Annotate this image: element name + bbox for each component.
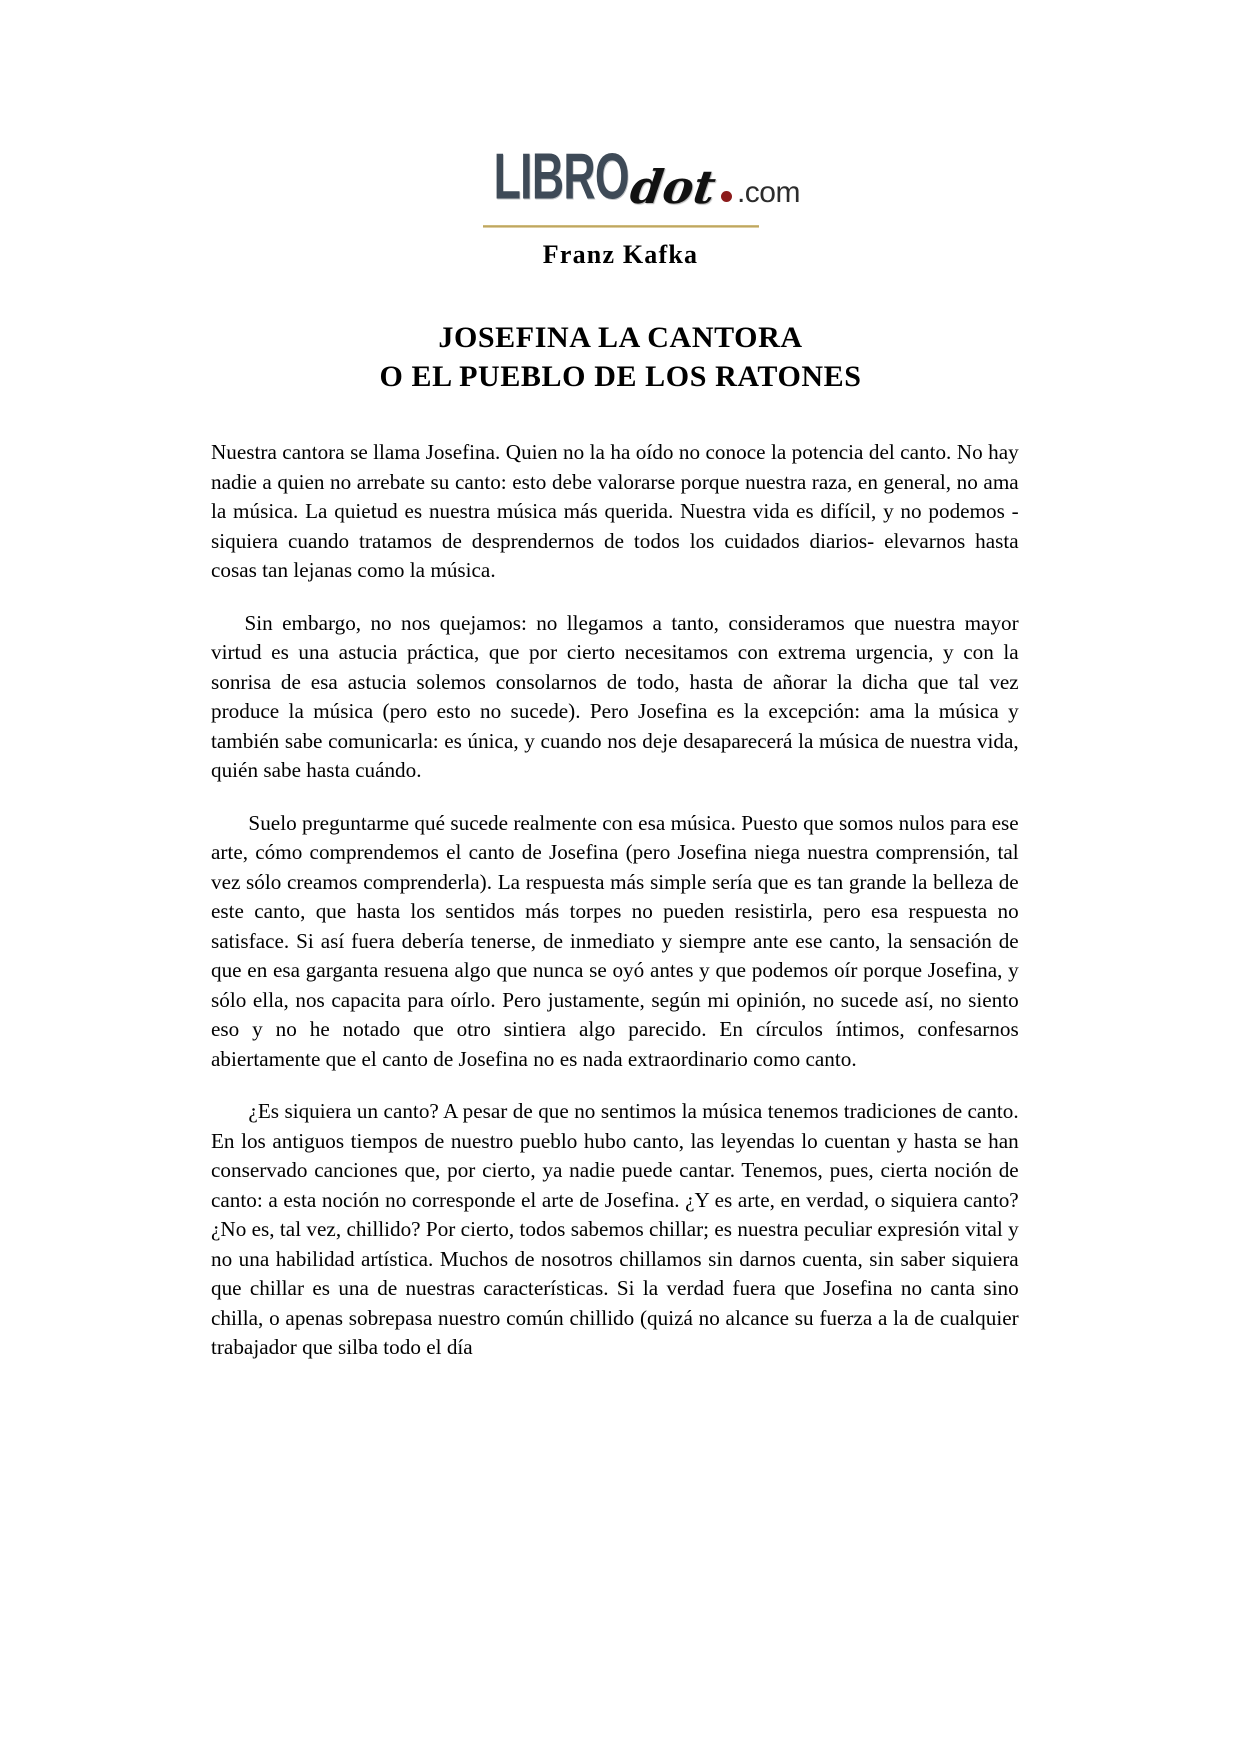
header-divider xyxy=(483,225,759,228)
page-header xyxy=(0,0,1241,270)
title-line-1: JOSEFINA LA CANTORA xyxy=(438,321,803,354)
logo-text-dot: dot xyxy=(627,160,719,214)
body-text xyxy=(211,396,1031,1363)
title-line-2: O EL PUEBLO DE LOS RATONES xyxy=(379,360,862,393)
page-title xyxy=(0,318,1241,396)
logo-text-libro: LIBRO xyxy=(493,140,629,214)
author-name: Franz Kafka xyxy=(542,240,699,269)
logo-text-com: .com xyxy=(736,176,800,209)
paragraph: Suelo preguntarme qué sucede realmente con esa música. Puesto que somos nulos para ese arte, cómo comprendemos el canto de Josefina (pero Josefina niega nuestra comprensión, tal vez sólo creamos comprenderla). La respuesta más simple sería que es tan grande la belleza de este canto, que hasta los sentidos más torpes no pueden resistirla, pero esa respuesta no satisface. Si así fuera debería tenerse, de inmediato y siempre ante ese canto, la sensación de que en esa garganta resuena algo que nunca se oyó antes y que podemos oír porque Josefina, y sólo ella, nos capacita para oírlo. Pero justamente, según mi opinión, no sucede así, no siento eso y no he notado que otro sintiera algo parecido. En círculos íntimos, confesarnos abiertamente que el canto de Josefina no es nada extraordinario como canto. xyxy=(210,810,1019,1071)
paragraph: Sin embargo, no nos quejamos: no llegamos a tanto, consideramos que nuestra mayor virtud es una astucia práctica, que por cierto necesitamos con extrema urgencia, y con la sonrisa de esa astucia solemos consolarnos de todo, hasta de añorar la dicha que tal vez produce la música (pero esto no sucede). Pero Josefina es la excepción: ama la música y también sabe comunicarla: es única, y cuando nos deje desaparecerá la música de nuestra vida, quién sabe hasta cuándo. xyxy=(210,610,1019,782)
paragraph: Nuestra cantora se llama Josefina. Quien no la ha oído no conoce la potencia del canto. No hay nadie a quien no arrebate su canto: esto debe valorarse porque nuestra raza, en general, no ama la música. La quietud es nuestra música más querida. Nuestra vida es difícil, y no podemos -siquiera cuando tratamos de desprendernos de todos los cuidados diarios- elevarnos hasta cosas tan lejanas como la música. xyxy=(210,440,1019,582)
logo-dot-icon xyxy=(721,191,732,202)
paragraph: ¿Es siquiera un canto? A pesar de que no sentimos la música tenemos tradiciones de canto. En los antiguos tiempos de nuestro pueblo hubo canto, las leyendas lo cuentan y hasta se han conservado canciones que, por cierto, ya nadie puede cantar. Tenemos, pues, cierta noción de canto: a esta noción no corresponde el arte de Josefina. ¿Y es arte, en verdad, o siquiera canto? ¿No es, tal vez, chillido? Por cierto, todos sabemos chillar; es nuestra peculiar expresión vital y no una habilidad artística. Muchos de nosotros chillamos sin darnos cuenta, sin saber siquiera que chillar es una de nuestras características. Si la verdad fuera que Josefina no canta sino chilla, o apenas sobrepasa nuestro común chillido (quizá no alcance su fuerza a la de cualquier trabajador que silba todo el día xyxy=(210,1099,1019,1359)
librodot-logo xyxy=(441,140,800,214)
